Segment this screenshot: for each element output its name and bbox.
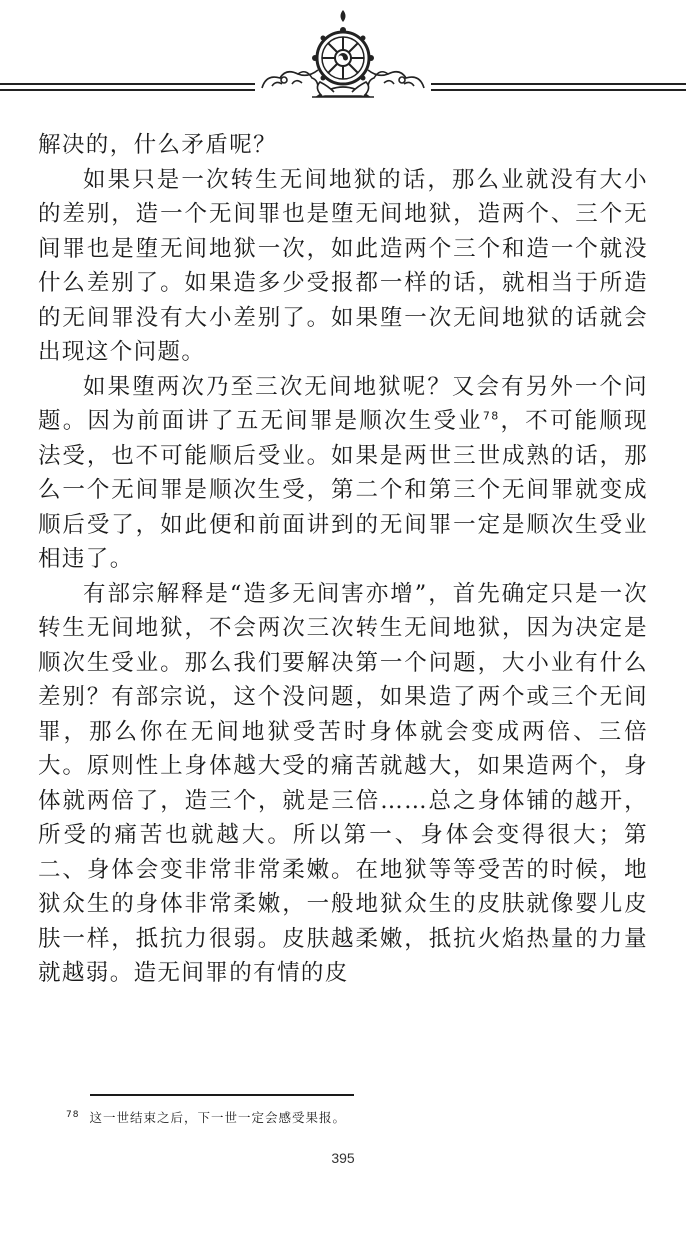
footnote-divider bbox=[90, 1094, 354, 1096]
main-text bbox=[38, 128, 648, 991]
footnote-text: 这一世结束之后，下一世一定会感受果报。 bbox=[89, 1110, 346, 1125]
paragraph-text: 如果堕两次乃至三次无间地狱呢？又会有另外一个问题。因为前面讲了五无间罪是顺次生受业 bbox=[38, 373, 648, 434]
paragraph bbox=[38, 370, 648, 577]
paragraph: 解决的，什么矛盾呢？ bbox=[38, 132, 278, 158]
page-header-ornament bbox=[0, 0, 686, 110]
footnote-mark: 78 bbox=[66, 1109, 80, 1120]
page-number: 395 bbox=[331, 1150, 355, 1166]
paragraph-text: ，不可能顺现法受，也不可能顺后受业。如果是两世三世成熟的话，那么一个无间罪是顺次生受，第二个和第三个无间罪就变成顺后受了，如此便和前面讲到的无间罪一定是顺次生受业相违了。 bbox=[38, 408, 648, 572]
footnote-reference[interactable]: 78 bbox=[482, 409, 500, 423]
paragraph: 有部宗解释是“造多无间害亦增”，首先确定只是一次转生无间地狱，不会两次三次转生无间地狱，因为决定是顺次生受业。那么我们要解决第一个问题，大小业有什么差别？有部宗说，这个没问题，如果造了两个或三个无间罪，那么你在无间地狱受苦时身体就会变成两倍、三倍大。原则性上身体越大受的痛苦就越大，如果造两个，身体就两倍了，造三个，就是三倍……总之身体铺的越开，所受的痛苦也就越大。所以第一、身体会变得很大；第二、身体会变非常非常柔嫩。在地狱等等受苦的时候，地狱众生的身体非常柔嫩，一般地狱众生的皮肤就像婴儿皮肤一样，抵抗力很弱。皮肤越柔嫩，抵抗火焰热量的力量就越弱。造无间罪的有情的皮 bbox=[38, 580, 648, 986]
dharma-wheel-icon bbox=[0, 0, 686, 110]
footnote bbox=[66, 1108, 346, 1126]
paragraph: 如果只是一次转生无间地狱的话，那么业就没有大小的差别，造一个无间罪也是堕无间地狱，造两个、三个无间罪也是堕无间地狱一次，如此造两个三个和造一个就没什么差别了。如果造多少受报都一样的话，就相当于所造的无间罪没有大小差别了。如果堕一次无间地狱的话就会出现这个问题。 bbox=[38, 166, 648, 365]
